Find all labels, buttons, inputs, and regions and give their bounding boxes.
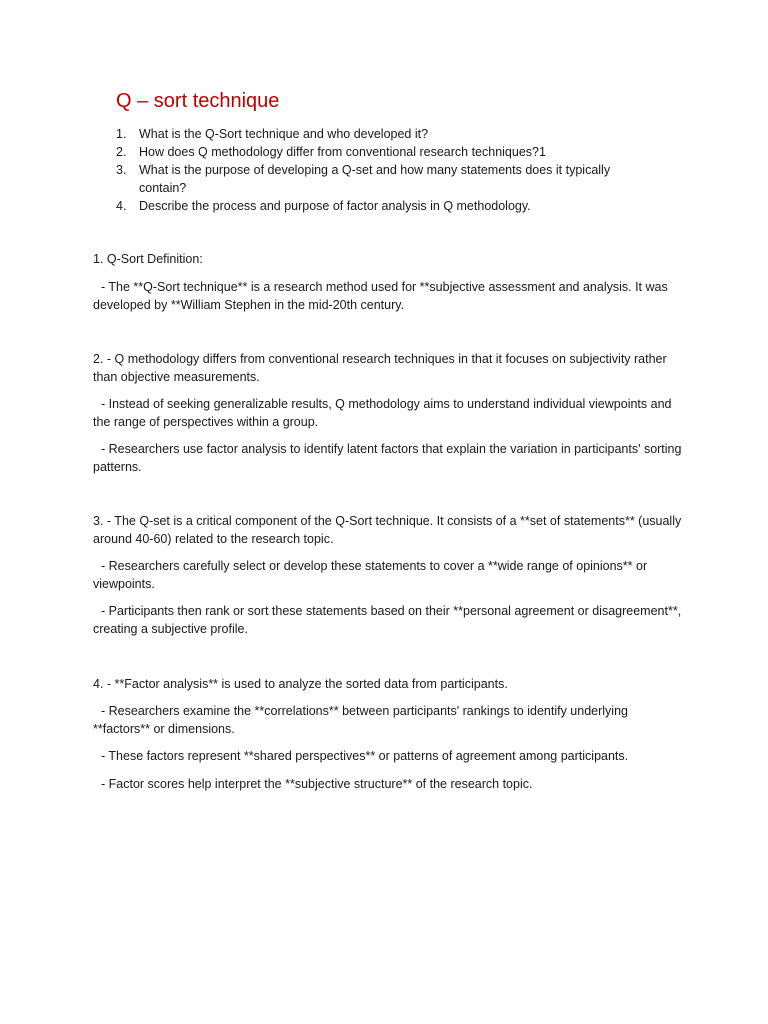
answer-2-paragraph: - Instead of seeking generalizable results, Q methodology aims to understand individual viewpoints and the range of perspectives within a group.	[93, 397, 672, 429]
question-item	[116, 143, 656, 161]
question-text: What is the Q-Sort technique and who developed it?	[139, 127, 429, 141]
document-title: Q – sort technique	[116, 90, 280, 112]
question-item	[116, 197, 656, 215]
answer-4-paragraph: - Factor scores help interpret the **subjective structure** of the research topic.	[101, 777, 533, 791]
answer-1-heading: 1. Q-Sort Definition:	[93, 252, 203, 266]
answer-4-paragraph: - Researchers examine the **correlations** between participants' rankings to identify underlying **factors** or dimensions.	[93, 704, 628, 736]
question-item	[116, 161, 656, 197]
answer-3-paragraph: - Participants then rank or sort these statements based on their **personal agreement or disagreement**, creating a subjective profile.	[93, 604, 682, 636]
question-text: Describe the process and purpose of factor analysis in Q methodology.	[139, 199, 531, 213]
question-number: 4.	[116, 199, 127, 213]
question-number: 3.	[116, 163, 127, 177]
question-item	[116, 125, 656, 143]
answer-3-paragraph: - Researchers carefully select or develop these statements to cover a **wide range of opinions** or viewpoints.	[93, 559, 648, 591]
question-text: How does Q methodology differ from conventional research techniques?1	[139, 145, 546, 159]
answer-1-paragraph: - The **Q-Sort technique** is a research method used for **subjective assessment and analysis. It was developed by **William Stephen in the mid-20th century.	[93, 280, 668, 312]
answer-2-paragraph: 2. - Q methodology differs from conventional research techniques in that it focuses on subjectivity rather than objective measurements.	[93, 352, 667, 384]
answer-3-paragraph: 3. - The Q-set is a critical component of the Q-Sort technique. It consists of a **set of statements** (usually around 40-60) related to the research topic.	[93, 514, 682, 546]
question-text: What is the purpose of developing a Q-set and how many statements does it typically contain?	[139, 163, 611, 195]
question-list	[116, 125, 656, 215]
question-number: 1.	[116, 127, 127, 141]
answer-2-paragraph: - Researchers use factor analysis to identify latent factors that explain the variation in participants' sorting patterns.	[93, 442, 682, 474]
question-number: 2.	[116, 145, 127, 159]
answer-4-paragraph: - These factors represent **shared perspectives** or patterns of agreement among participants.	[101, 749, 629, 763]
answer-4-paragraph: 4. - **Factor analysis** is used to analyze the sorted data from participants.	[93, 677, 508, 691]
